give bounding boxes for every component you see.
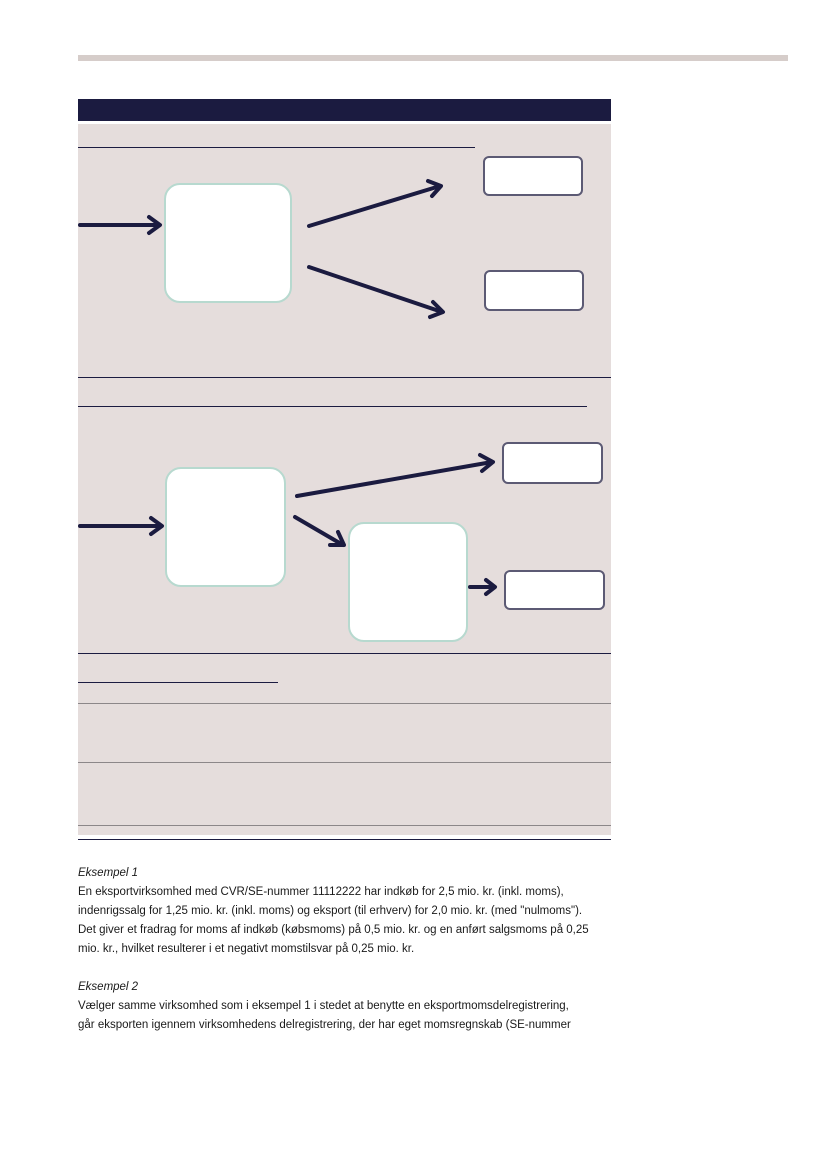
arrow-down [309, 267, 442, 312]
arrow-up [309, 186, 440, 226]
top-rule [78, 55, 788, 61]
diagram-panel-2 [78, 378, 611, 653]
table-bottom-rule [78, 839, 611, 840]
panel-1-arrows [78, 124, 611, 377]
text-line: Vælger samme virksomhed som i eksempel 1 i stedet at benytte en eksportmomsdelregistrering, [78, 1000, 569, 1012]
arrow-up [297, 462, 492, 496]
example-1-heading: Eksempel 1 [78, 867, 139, 879]
text-line: En eksportvirksomhed med CVR/SE-nummer 11112222 har indkøb for 2,5 mio. kr. (inkl. moms), [78, 886, 564, 898]
table-title-underline [78, 682, 278, 683]
diagram-panel-1 [78, 124, 611, 377]
arrow-to-subregistration [295, 517, 343, 545]
panel-2-arrows [78, 378, 611, 653]
table-row-line [78, 825, 611, 826]
text-line: går eksporten igennem virksomhedens delregistrering, der har eget momsregnskab (SE-nummer [78, 1019, 571, 1031]
text-line: Det giver et fradrag for moms af indkøb (købsmoms) på 0,5 mio. kr. og en anført salgsmoms på 0,25 [78, 924, 589, 936]
text-line: indenrigssalg for 1,25 mio. kr. (inkl. moms) og eksport (til erhverv) for 2,0 mio. kr. (med "nulmoms"). [78, 905, 583, 917]
example-1 [78, 864, 618, 959]
example-2-heading: Eksempel 2 [78, 981, 139, 993]
figure-header-bar [78, 99, 611, 121]
table-row-line [78, 703, 611, 704]
table-row-line [78, 762, 611, 763]
example-2 [78, 978, 618, 1035]
text-line: mio. kr., hvilket resulterer i et negativt momstilsvar på 0,25 mio. kr. [78, 943, 415, 955]
table-panel [78, 654, 611, 835]
